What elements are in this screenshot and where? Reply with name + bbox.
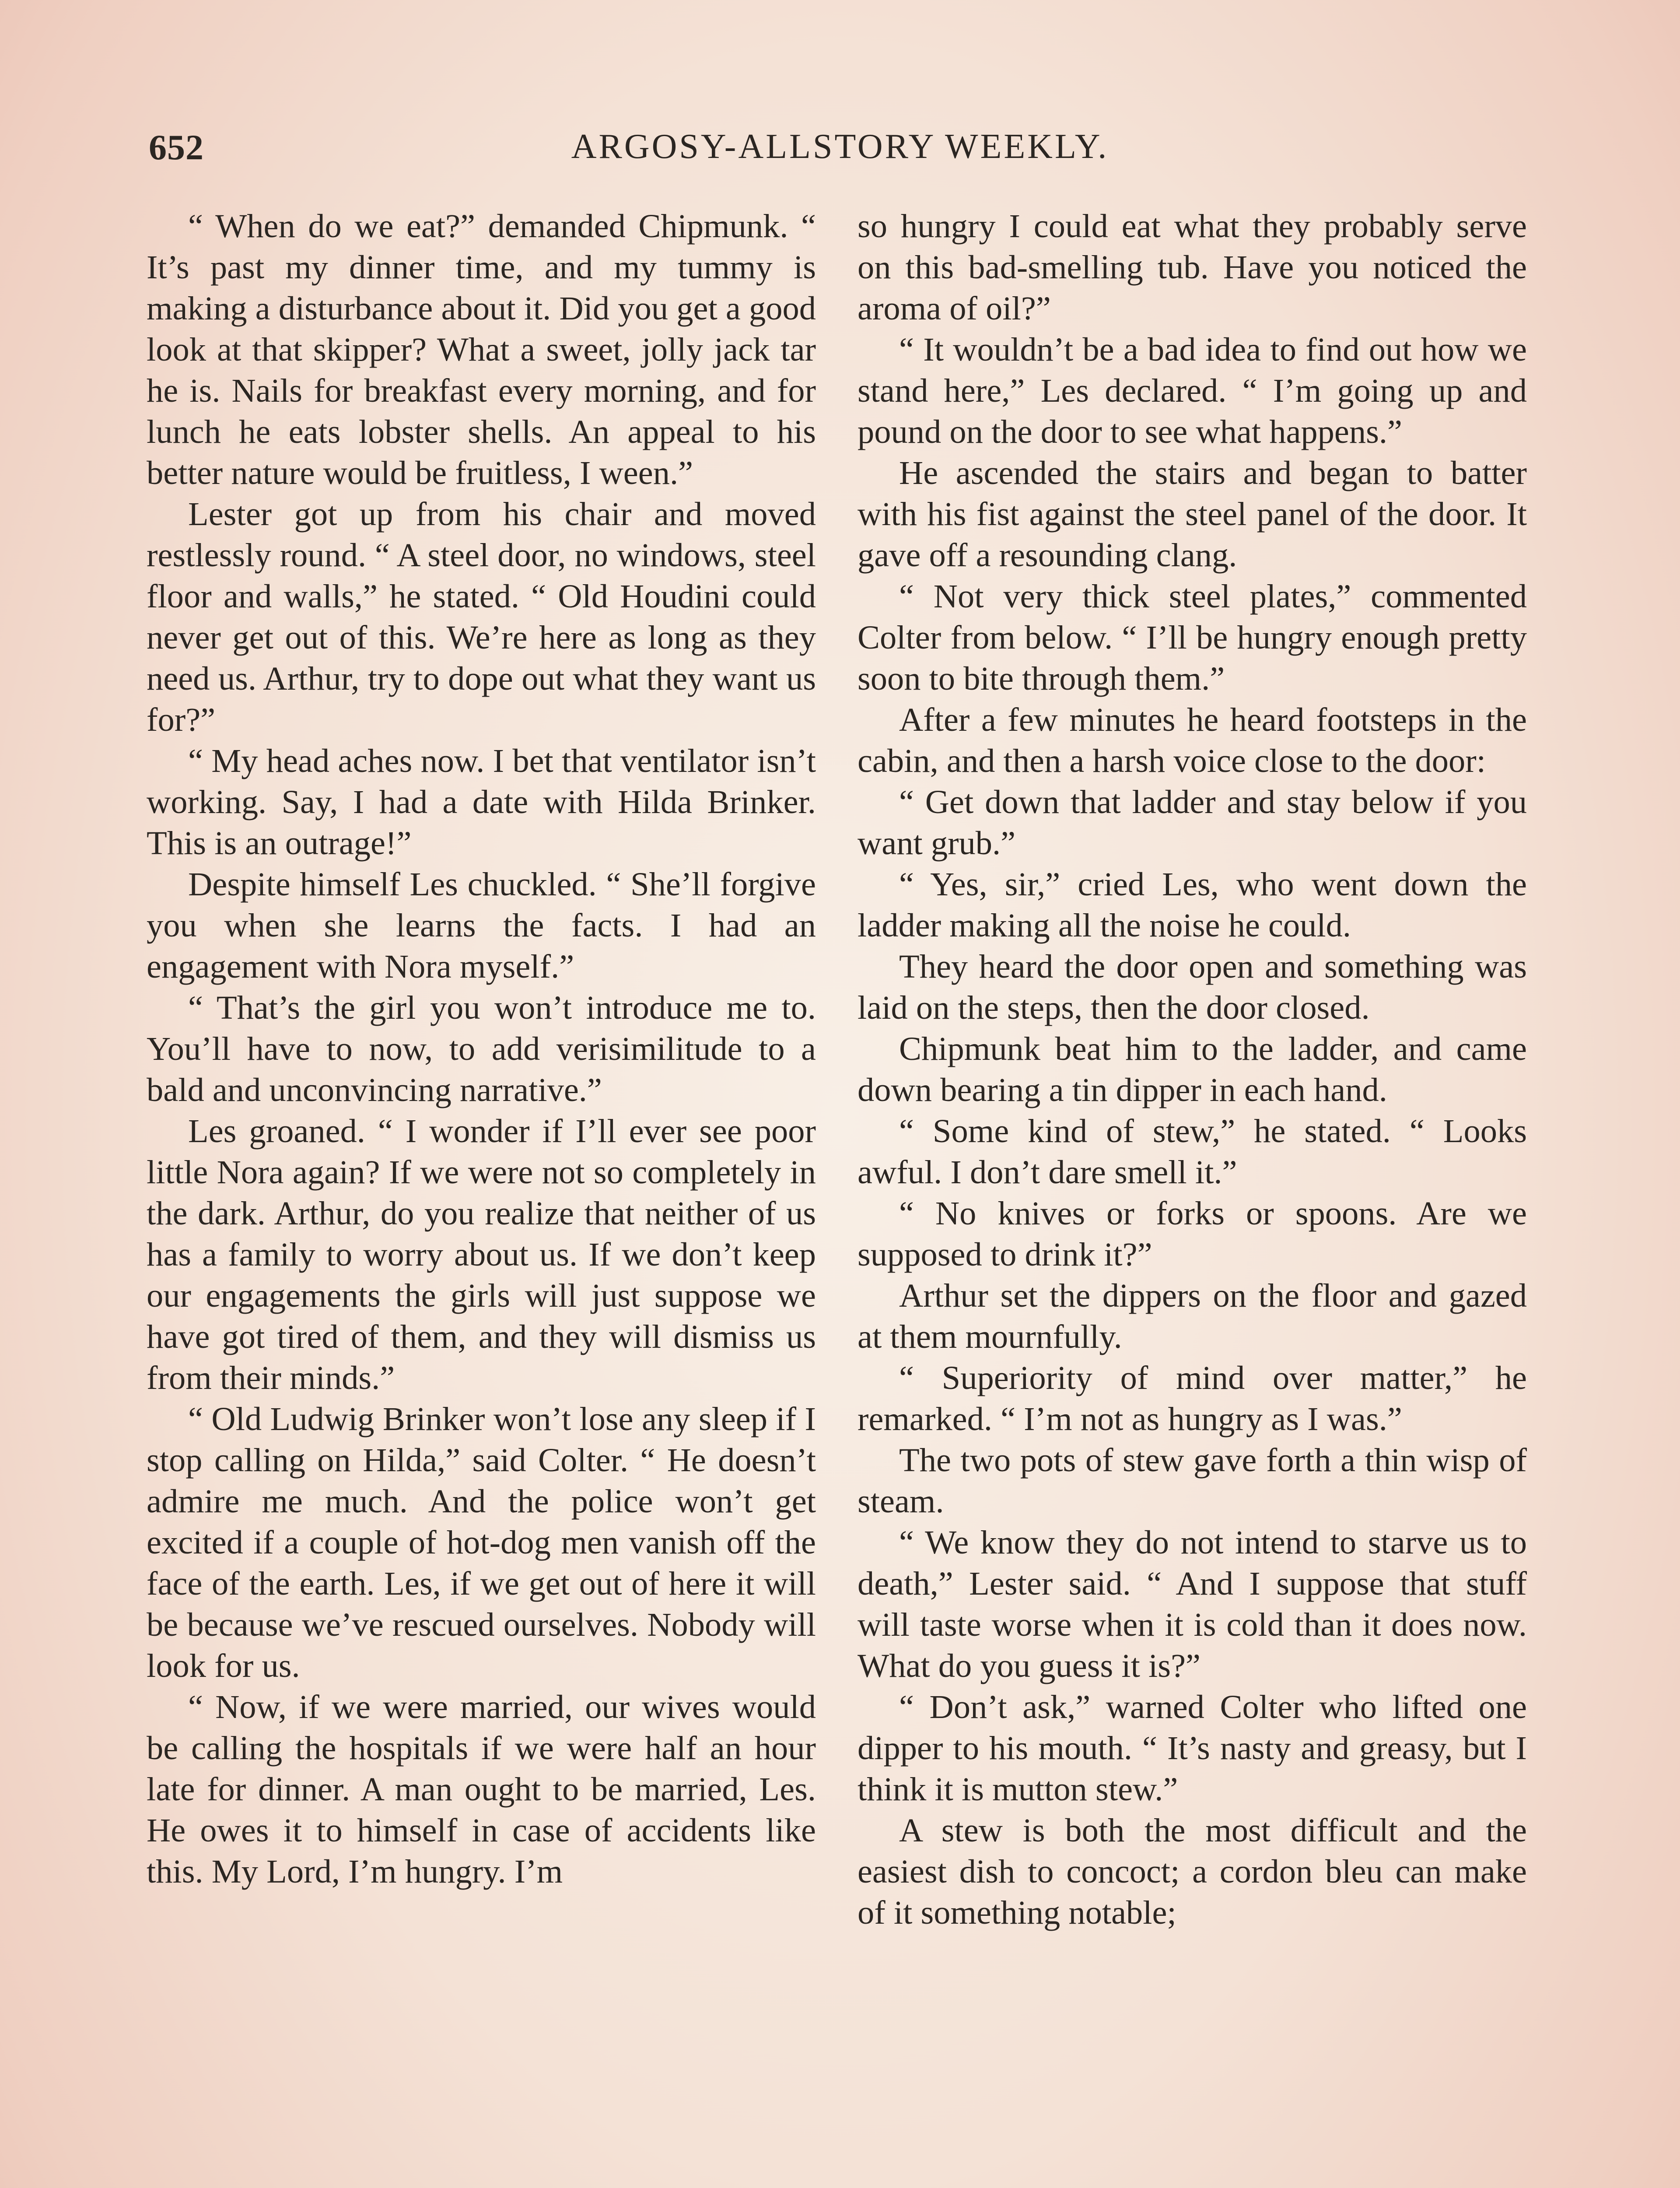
paragraph: After a few minutes he heard footsteps in the cabin, and then a harsh voice close to the door: (858, 701, 1527, 779)
paragraph: A stew is both the most difficult and the easiest dish to concoct; a cordon bleu can make of it something notable; (858, 1812, 1527, 1931)
page-number: 652 (149, 127, 204, 167)
continued-paragraph: so hungry I could eat what they probably serve on this bad-smelling tub. Have you noticed the aroma of oil?” (858, 207, 1527, 327)
paragraph: “ Get down that ladder and stay below if you want grub.” (858, 783, 1527, 862)
paragraph: “ That’s the girl you won’t introduce me to. You’ll have to now, to add verisimilitude to a bald and unconvincing narrative.” (147, 989, 816, 1108)
paragraph: “ Don’t ask,” warned Colter who lifted one dipper to his mouth. “ It’s nasty and greasy, but I think it is mutton stew.” (858, 1688, 1527, 1808)
paragraph: Les groaned. “ I wonder if I’ll ever see poor little Nora again? If we were not so completely in the dark. Arthur, do you realize that neither of us has a family to worry about us. If we don’t keep our engagements the girls will just suppose we have got tired of them, and they will dismiss us from their minds.” (147, 1112, 816, 1396)
paragraph: They heard the door open and something was laid on the steps, then the door closed. (858, 948, 1527, 1026)
paragraph: “ My head aches now. I bet that ventilator isn’t working. Say, I had a date with Hilda Brinker. This is an outrage!” (147, 742, 816, 862)
paragraph: “ We know they do not intend to starve us to death,” Lester said. “ And I suppose that stuff will taste worse when it is cold than it does now. What do you guess it is?” (858, 1524, 1527, 1684)
running-head: ARGOSY-ALLSTORY WEEKLY. (571, 127, 1109, 166)
paragraph: Chipmunk beat him to the ladder, and came down bearing a tin dipper in each hand. (858, 1030, 1527, 1108)
paragraph: He ascended the stairs and began to batter with his fist against the steel panel of the door. It gave off a resounding clang. (858, 454, 1527, 574)
paragraph: “ Yes, sir,” cried Les, who went down the ladder making all the noise he could. (858, 866, 1527, 944)
paragraph: “ When do we eat?” demanded Chipmunk. “ It’s past my dinner time, and my tummy is making a disturbance about it. Did you get a good look at that skipper? What a sweet, jolly jack tar he is. Nails for breakfast every morning, and for lunch he eats lobster shells. An appeal to his better nature would be fruitless, I ween.” (147, 207, 816, 491)
paragraph: The two pots of stew gave forth a thin wisp of steam. (858, 1441, 1527, 1520)
left-column (147, 206, 816, 2188)
paragraph: Despite himself Les chuckled. “ She’ll forgive you when she learns the facts. I had an engagement with Nora myself.” (147, 866, 816, 985)
paragraph: “ No knives or forks or spoons. Are we supposed to drink it?” (858, 1195, 1527, 1273)
paragraph: Arthur set the dippers on the floor and gazed at them mournfully. (858, 1277, 1527, 1355)
paragraph: “ Superiority of mind over matter,” he remarked. “ I’m not as hungry as I was.” (858, 1359, 1527, 1438)
paragraph: “ Some kind of stew,” he stated. “ Looks awful. I don’t dare smell it.” (858, 1112, 1527, 1191)
paragraph: “ Now, if we were married, our wives would be calling the hospitals if we were half an hour late for dinner. A man ought to be married, Les. He owes it to himself in case of accidents like this. My Lord, I’m hungry. I’m (147, 1688, 816, 1890)
paragraph: “ Old Ludwig Brinker won’t lose any sleep if I stop calling on Hilda,” said Colter. “ He doesn’t admire me much. And the police won’t get excited if a couple of hot-dog men vanish off the face of the earth. Les, if we get out of here it will be because we’ve rescued ourselves. Nobody will look for us. (147, 1400, 816, 1684)
paragraph: “ It wouldn’t be a bad idea to find out how we stand here,” Les declared. “ I’m going up and pound on the door to see what happens.” (858, 331, 1527, 450)
page-header (149, 127, 1531, 179)
paragraph: “ Not very thick steel plates,” commented Colter from below. “ I’ll be hungry enough pretty soon to bite through them.” (858, 578, 1527, 697)
right-column (858, 206, 1527, 2188)
paragraph: Lester got up from his chair and moved restlessly round. “ A steel door, no windows, steel floor and walls,” he stated. “ Old Houdini could never get out of this. We’re here as long as they need us. Arthur, try to dope out what they want us for?” (147, 495, 816, 738)
